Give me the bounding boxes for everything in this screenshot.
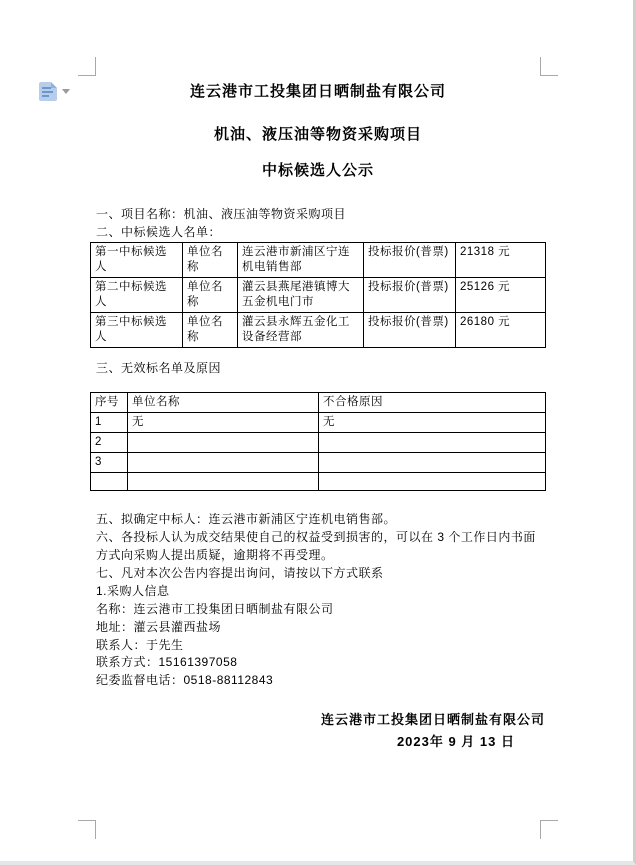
- unit-cell: [128, 453, 319, 473]
- margin-mark-bottom-right: [540, 820, 558, 839]
- table-row: [91, 313, 546, 348]
- margin-mark-top-left: [78, 57, 96, 76]
- candidates-table: [90, 242, 546, 348]
- table-header-row: [91, 393, 546, 413]
- table-row: [91, 453, 546, 473]
- page-options-button[interactable]: [39, 82, 70, 101]
- table-row: [91, 243, 546, 278]
- section-candidates-head: 二、中标候选人名单：: [96, 225, 222, 239]
- seq-cell: 1: [91, 413, 128, 433]
- buyer-phone: 联系方式：15161397058: [96, 655, 238, 669]
- price-label: 投标报价(普票): [364, 278, 456, 313]
- invalid-bids-table: [90, 392, 546, 491]
- reason-cell: [319, 453, 546, 473]
- price-label: 投标报价(普票): [364, 243, 456, 278]
- reason-cell: 无: [319, 413, 546, 433]
- seq-cell: 2: [91, 433, 128, 453]
- section-contact-note: 七、凡对本次公告内容提出询问，请按以下方式联系: [96, 566, 384, 580]
- reason-cell: [319, 433, 546, 453]
- chevron-down-icon: [62, 89, 70, 94]
- document-title-line-1: 连云港市工投集团日晒制盐有限公司: [189, 83, 446, 100]
- margin-mark-top-right: [540, 57, 558, 76]
- unit-cell: [128, 433, 319, 453]
- unit-name: 灌云县燕尾港镇博大五金机电门市: [238, 278, 364, 313]
- col-header-seq: 序号: [91, 393, 128, 413]
- unit-cell: 无: [128, 413, 319, 433]
- document-icon: [39, 82, 57, 101]
- signature-date: 2023年 9 月 13 日: [396, 734, 515, 749]
- seq-cell: [91, 473, 128, 491]
- candidate-rank: 第一中标候选人: [91, 243, 183, 278]
- price-value: 21318 元: [456, 243, 546, 278]
- document-title-line-2: 机油、液压油等物资采购项目: [213, 126, 422, 143]
- unit-name: 连云港市新浦区宁连机电销售部: [238, 243, 364, 278]
- buyer-info-heading: 1.采购人信息: [96, 584, 170, 598]
- unit-label: 单位名称: [183, 243, 238, 278]
- unit-name: 灌云县永辉五金化工设备经营部: [238, 313, 364, 348]
- seq-cell: 3: [91, 453, 128, 473]
- price-value: 26180 元: [456, 313, 546, 348]
- table-row: [91, 433, 546, 453]
- price-label: 投标报价(普票): [364, 313, 456, 348]
- unit-label: 单位名称: [183, 278, 238, 313]
- section-objection-terms: 六、各投标人认为成交结果使自己的权益受到损害的，可以在 3 个工作日内书面方式向采购人提出质疑，逾期将不再受理。: [96, 530, 536, 562]
- buyer-supervision: 纪委监督电话：0518-88112843: [96, 673, 274, 687]
- buyer-name: 名称：连云港市工投集团日晒制盐有限公司: [96, 602, 334, 616]
- buyer-address: 地址：灌云县灌西盐场: [96, 620, 222, 634]
- unit-cell: [128, 473, 319, 491]
- candidate-rank: 第三中标候选人: [91, 313, 183, 348]
- section-confirmed-winner: 五、拟确定中标人：连云港市新浦区宁连机电销售部。: [96, 512, 397, 526]
- table-row: [91, 413, 546, 433]
- unit-label: 单位名称: [183, 313, 238, 348]
- section-project-name: 一、项目名称：机油、液压油等物资采购项目: [96, 207, 347, 221]
- price-value: 25126 元: [456, 278, 546, 313]
- section-invalid-bids-head: 三、无效标名单及原因: [96, 361, 222, 375]
- reason-cell: [319, 473, 546, 491]
- table-row: [91, 278, 546, 313]
- col-header-unit: 单位名称: [128, 393, 319, 413]
- table-row: [91, 473, 546, 491]
- document-title-line-3: 中标候选人公示: [261, 162, 374, 179]
- margin-mark-bottom-left: [78, 820, 96, 839]
- signature-company: 连云港市工投集团日晒制盐有限公司: [320, 712, 545, 727]
- candidate-rank: 第二中标候选人: [91, 278, 183, 313]
- col-header-reason: 不合格原因: [319, 393, 546, 413]
- buyer-contact: 联系人：于先生: [96, 638, 184, 652]
